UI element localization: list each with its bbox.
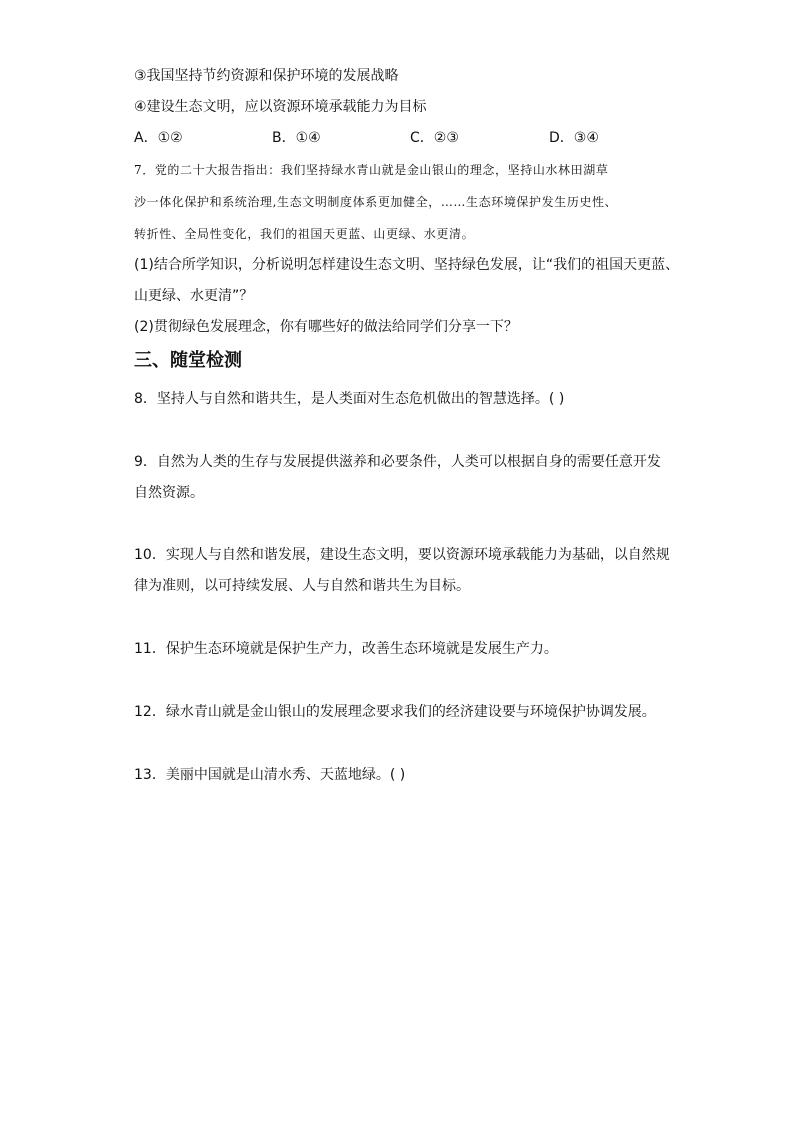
question-10-line-1: 10．实现人与自然和谐发展，建设生态文明，要以资源环境承载能力为基础，以自然规 <box>134 547 670 563</box>
question-10-line-2: 律为准则，以可持续发展、人与自然和谐共生为目标。 <box>134 578 470 594</box>
q7-stem-line-1: 7．党的二十大报告指出：我们坚持绿水青山就是金山银山的理念，坚持山水林田湖草 <box>134 163 609 177</box>
option-d: D．③④ <box>549 130 599 146</box>
question-13: 13．美丽中国就是山清水秀、天蓝地绿。( ) <box>134 767 406 783</box>
question-12: 12．绿水青山就是金山银山的发展理念要求我们的经济建设要与环境保护协调发展。 <box>134 704 656 720</box>
option-b: B．①④ <box>272 130 321 146</box>
statement-4: ④建设生态文明，应以资源环境承载能力为目标 <box>134 99 427 115</box>
option-a: A．①② <box>134 130 183 146</box>
q7-sub1-line-2: 山更绿、水更清”？ <box>134 288 254 304</box>
q7-sub2: (2)贯彻绿色发展理念，你有哪些好的做法给同学们分享一下？ <box>134 319 518 335</box>
question-9-line-1: 9．自然为人类的生存与发展提供滋养和必要条件，人类可以根据自身的需要任意开发 <box>134 454 661 470</box>
section-title: 三、随堂检测 <box>134 350 242 371</box>
question-8: 8．坚持人与自然和谐共生，是人类面对生态危机做出的智慧选择。( ) <box>134 391 565 407</box>
option-c: C．②③ <box>410 130 459 146</box>
question-9-line-2: 自然资源。 <box>134 485 204 501</box>
statement-3: ③我国坚持节约资源和保护环境的发展战略 <box>134 68 399 84</box>
q7-sub1-line-1: (1)结合所学知识，分析说明怎样建设生态文明、坚持绿色发展，让“我们的祖国天更蓝、 <box>134 257 680 273</box>
q7-stem-line-2: 沙一体化保护和系统治理,生态文明制度体系更加健全，……生态环境保护发生历史性、 <box>134 195 618 209</box>
answer-options <box>134 128 634 148</box>
q7-stem-line-3: 转折性、全局性变化，我们的祖国天更蓝、山更绿、水更清。 <box>134 227 475 241</box>
question-11: 11．保护生态环境就是保护生产力，改善生态环境就是发展生产力。 <box>134 641 558 657</box>
